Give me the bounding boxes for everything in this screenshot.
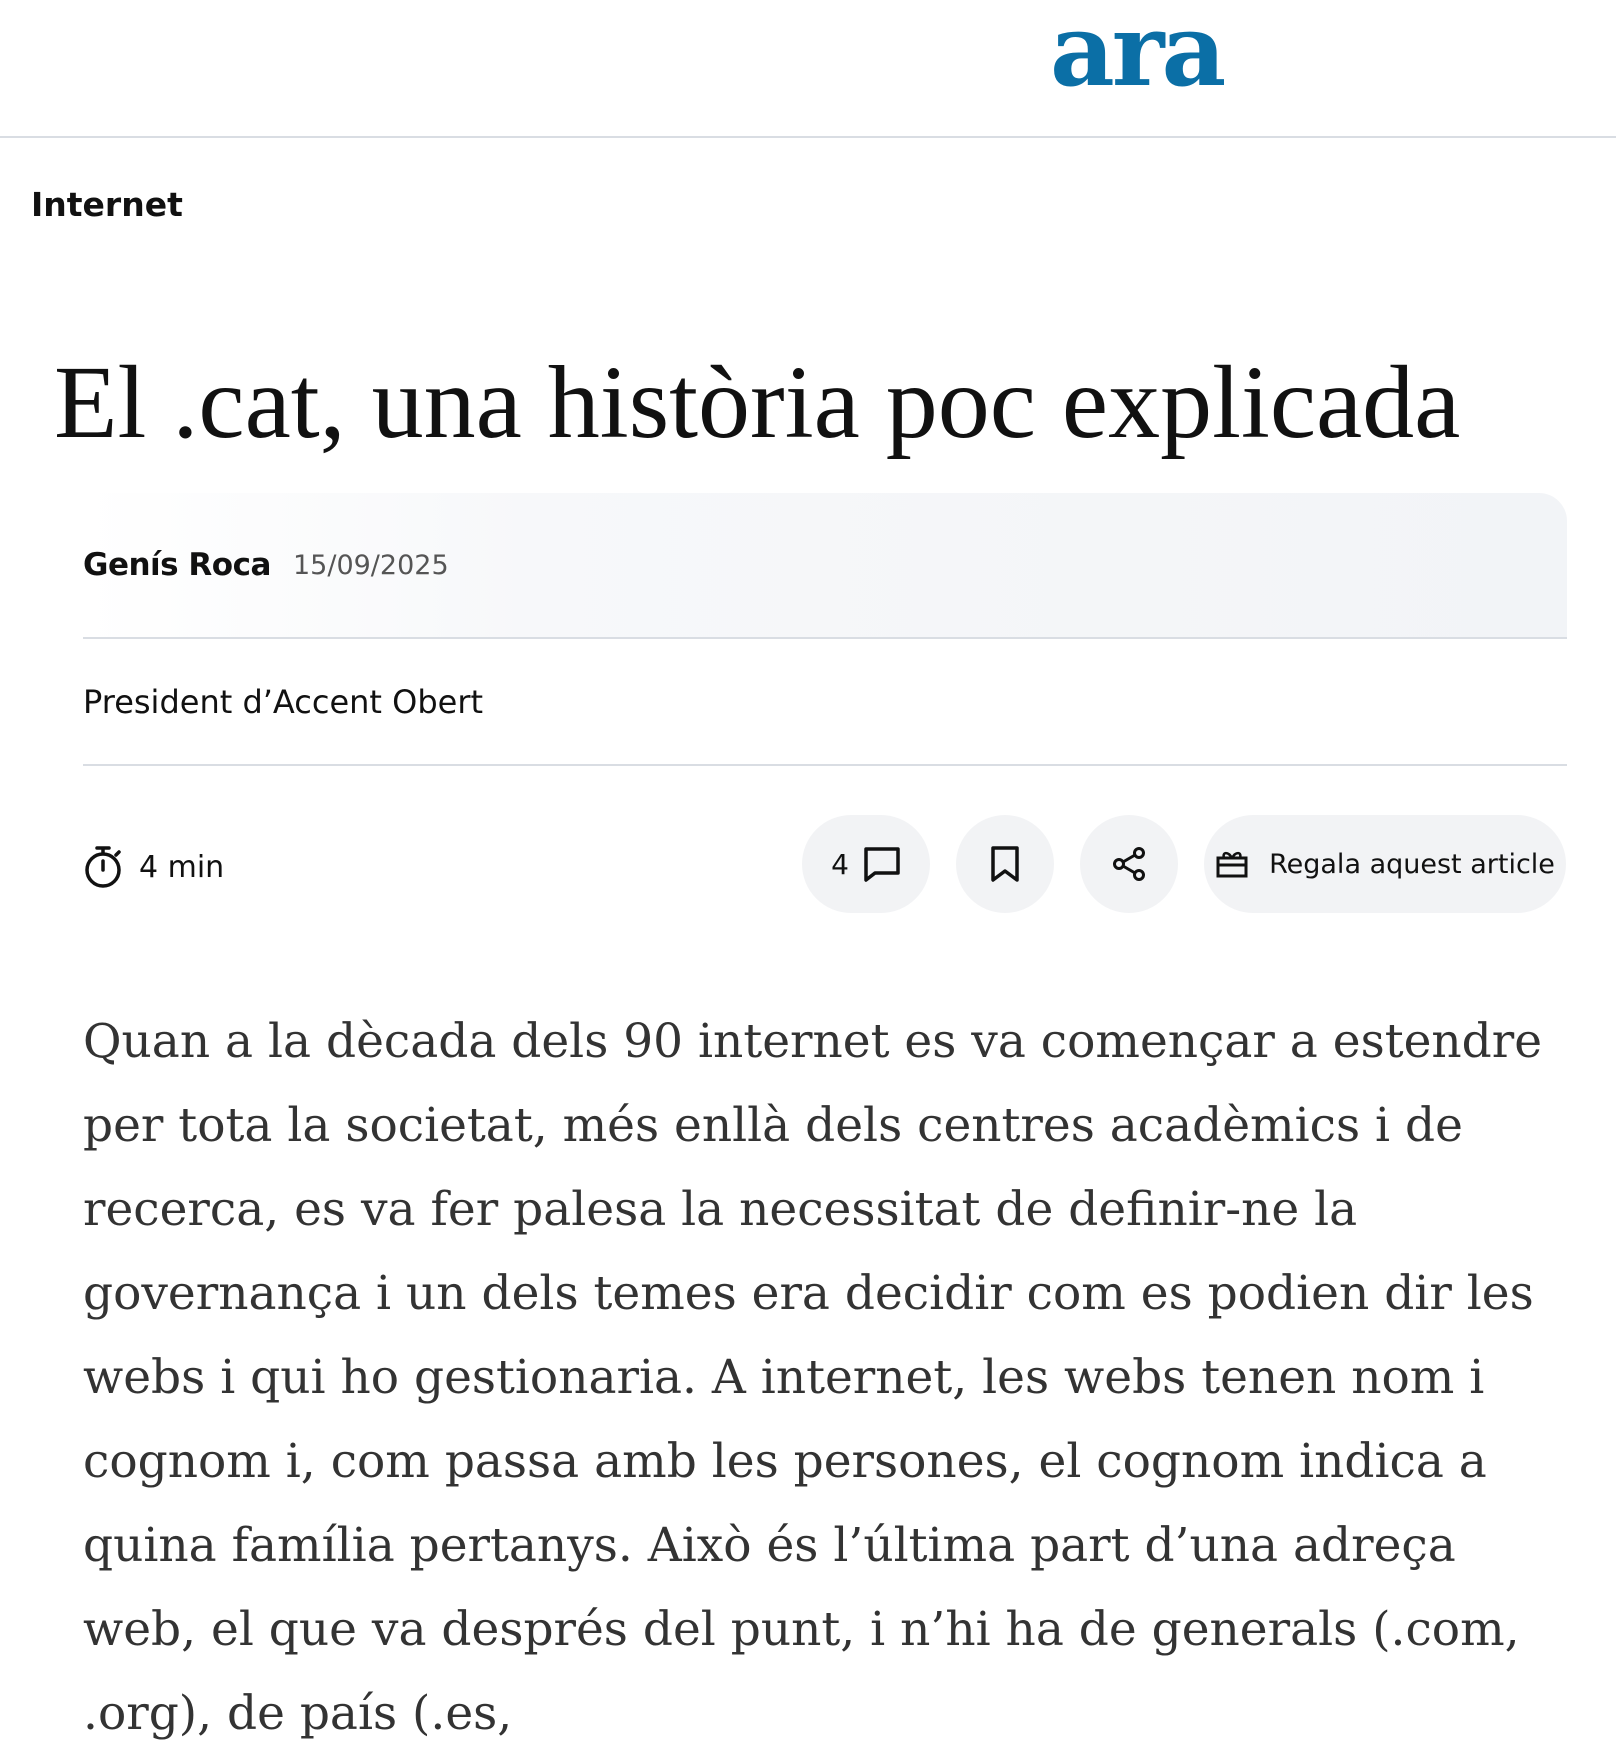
gift-article-label: Regala aquest article [1269, 848, 1555, 880]
bookmark-icon [990, 845, 1020, 883]
gift-article-button[interactable] [1204, 815, 1566, 913]
publish-date: 15/09/2025 [293, 550, 449, 581]
reading-time [83, 843, 224, 891]
reading-time-label: 4 min [139, 849, 225, 885]
save-button[interactable] [956, 815, 1054, 913]
author-name[interactable]: Genís Roca [83, 547, 271, 583]
author-role: President d’Accent Obert [83, 683, 484, 721]
site-logo[interactable]: ara [1050, 0, 1224, 109]
comment-count: 4 [831, 847, 849, 881]
divider [83, 764, 1567, 766]
stopwatch-icon [83, 845, 123, 889]
comment-icon [863, 846, 901, 882]
share-icon [1111, 846, 1147, 882]
site-header [0, 0, 1616, 138]
article-title: El .cat, una història poc explicada [54, 345, 1461, 460]
share-button[interactable] [1080, 815, 1178, 913]
article-body: Quan a la dècada dels 90 internet es va començar a estendre per tota la societat, més enllà dels centres acadèmics i de recerca, es va fer palesa la necessitat de definir-ne la governança i un dels temes era decidir com es podien dir les webs i qui ho gestionaria. A internet, les webs tenen nom i cognom i, com passa amb les persones, el cognom indica a quina família pertanys. Això és l’última part d’una adreça web, el que va després del punt, i n’hi ha de generals (.com, .org), de país (.es, [83, 1014, 1543, 1741]
comments-button[interactable] [802, 815, 930, 913]
author-card [83, 493, 1567, 639]
gift-icon [1215, 849, 1249, 879]
section-label[interactable]: Internet [31, 185, 183, 224]
